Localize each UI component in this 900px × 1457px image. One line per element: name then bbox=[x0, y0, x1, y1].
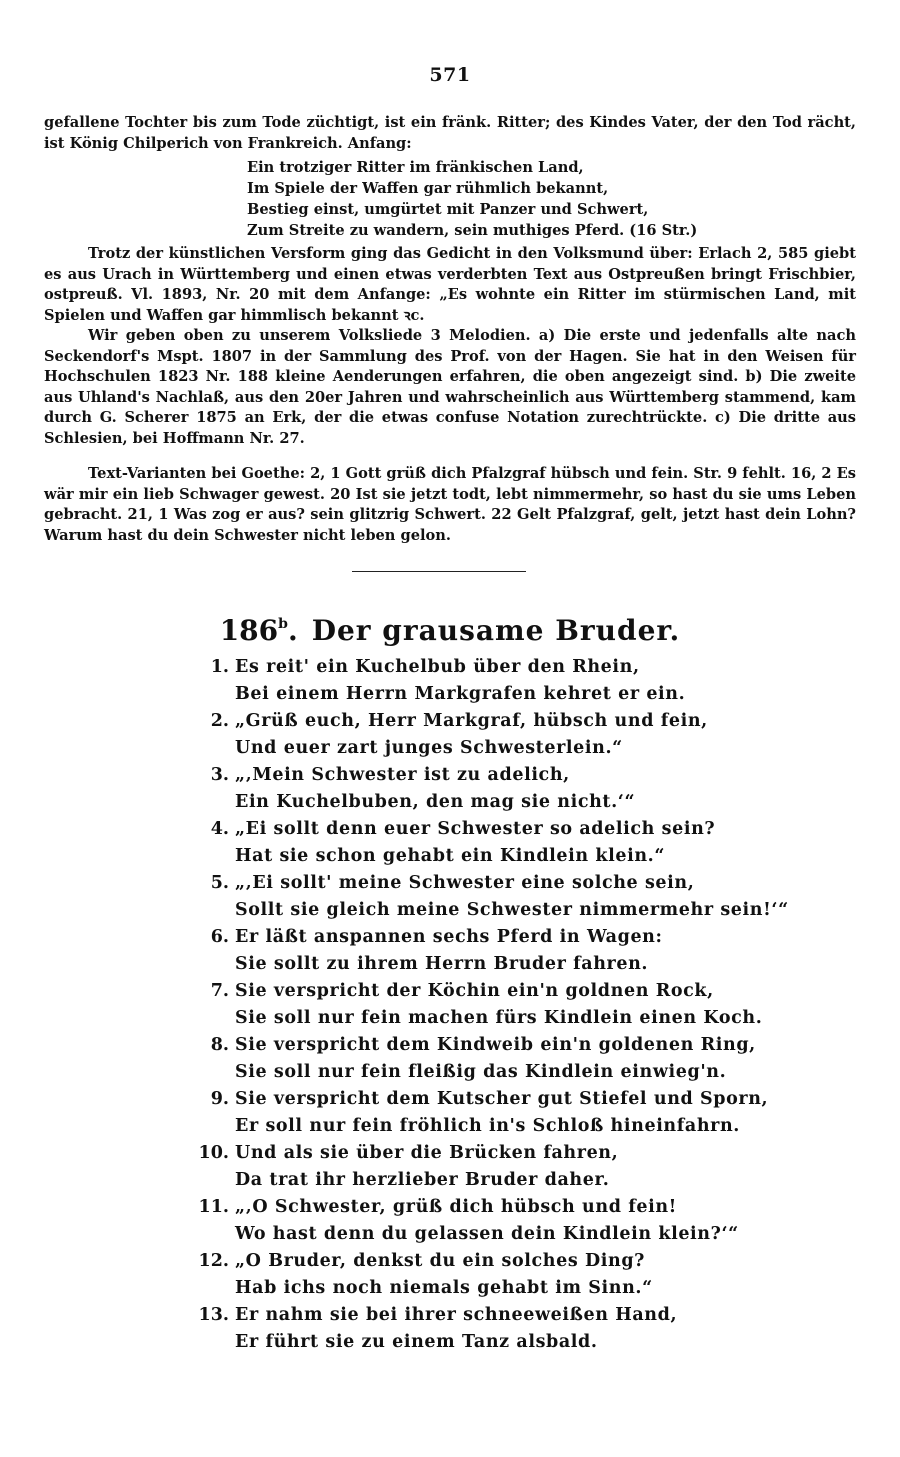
verse-line: Sie verspricht dem Kindweib ein'n goldenen Ring, bbox=[235, 1035, 756, 1055]
stanza bbox=[196, 1248, 796, 1302]
stanza-lines bbox=[235, 1032, 796, 1086]
verse-line: Und euer zart junges Schwesterlein.“ bbox=[235, 738, 623, 758]
stanza bbox=[196, 1140, 796, 1194]
stanza-lines bbox=[235, 870, 796, 924]
verse-line: Es reit' ein Kuchelbub über den Rhein, bbox=[235, 657, 640, 677]
stanza-number: 11. bbox=[198, 1197, 229, 1217]
stanza bbox=[196, 1032, 796, 1086]
verse-line: „‚Mein Schwester ist zu adelich, bbox=[235, 765, 570, 785]
stanza bbox=[196, 1194, 796, 1248]
stanza-number: 9. bbox=[210, 1089, 229, 1109]
verse-line: Sie verspricht der Köchin ein'n goldnen Rock, bbox=[235, 981, 714, 1001]
stanza bbox=[196, 654, 796, 708]
incipit-line: Zum Streite zu wandern, sein muthiges Pferd. (16 Str.) bbox=[247, 222, 698, 239]
song-number-value: 186 bbox=[219, 614, 279, 647]
section-divider bbox=[352, 571, 526, 572]
stanza bbox=[196, 924, 796, 978]
verse-line: „‚O Schwester, grüß dich hübsch und fein! bbox=[235, 1197, 677, 1217]
verse-line: „Grüß euch, Herr Markgraf, hübsch und fein, bbox=[235, 711, 708, 731]
verse-line: Sie sollt zu ihrem Herrn Bruder fahren. bbox=[235, 954, 649, 974]
stanza-lines bbox=[235, 1086, 796, 1140]
verse-line: Da trat ihr herzlieber Bruder daher. bbox=[235, 1170, 610, 1190]
verse-line: Er nahm sie bei ihrer schneeweißen Hand, bbox=[235, 1305, 678, 1325]
text-variants bbox=[44, 464, 856, 546]
stanza-number: 2. bbox=[210, 711, 229, 731]
song-heading bbox=[0, 614, 900, 647]
verse-line: Hab ichs noch niemals gehabt im Sinn.“ bbox=[235, 1278, 653, 1298]
verse-line: Er läßt anspannen sechs Pferd in Wagen: bbox=[235, 927, 663, 947]
verse-line: Sollt sie gleich meine Schwester nimmermehr sein!‘“ bbox=[235, 900, 789, 920]
stanza-number: 8. bbox=[210, 1035, 229, 1055]
verse-line: Sie soll nur fein fleißig das Kindlein einwieg'n. bbox=[235, 1062, 727, 1082]
stanza bbox=[196, 762, 796, 816]
stanza-number: 12. bbox=[198, 1251, 229, 1271]
stanza bbox=[196, 1086, 796, 1140]
stanza-lines bbox=[235, 1140, 796, 1194]
verse-line: Sie soll nur fein machen fürs Kindlein einen Koch. bbox=[235, 1008, 763, 1028]
verse-line: „O Bruder, denkst du ein solches Ding? bbox=[235, 1251, 646, 1271]
commentary-paragraph: Trotz der künstlichen Versform ging das Gedicht in den Volksmund über: Erlach 2, 585 giebt es aus Urach in Württemberg und einen etwas verderbten Text aus Ostpreußen bringt Frischbier, ostpreuß. Vl. 1893, Nr. 20 mit dem Anfange: „Es wohnte ein Ritter im stürmischen Land, mit Spielen und Waffen gar himmlisch bekannt ꝛc. bbox=[44, 245, 856, 324]
incipit-line: Im Spiele der Waffen gar rühmlich bekannt, bbox=[247, 180, 609, 197]
verse-line: „‚Ei sollt' meine Schwester eine solche sein, bbox=[235, 873, 695, 893]
stanza-lines bbox=[235, 816, 796, 870]
verse-line: Ein Kuchelbuben, den mag sie nicht.‘“ bbox=[235, 792, 636, 812]
verse-line: Wo hast denn du gelassen dein Kindlein klein?‘“ bbox=[235, 1224, 739, 1244]
stanza-lines bbox=[235, 762, 796, 816]
incipit-line: Ein trotziger Ritter im fränkischen Land, bbox=[247, 159, 584, 176]
song-number-suffix: b bbox=[278, 616, 288, 632]
stanza-lines bbox=[235, 1302, 796, 1356]
incipit-quote bbox=[247, 157, 697, 241]
commentary bbox=[44, 244, 856, 449]
song-number: 186$^b$. bbox=[219, 614, 298, 647]
stanza-lines bbox=[235, 708, 796, 762]
stanza bbox=[196, 816, 796, 870]
verse-line: Er führt sie zu einem Tanz alsbald. bbox=[235, 1332, 598, 1352]
page-number: 571 bbox=[429, 64, 471, 86]
intro-paragraph bbox=[44, 113, 856, 154]
stanza-number: 13. bbox=[198, 1305, 229, 1325]
verse-line: Und als sie über die Brücken fahren, bbox=[235, 1143, 619, 1163]
stanza-number: 6. bbox=[210, 927, 229, 947]
stanza-lines bbox=[235, 1248, 796, 1302]
verse-line: Hat sie schon gehabt ein Kindlein klein.“ bbox=[235, 846, 666, 866]
stanza-lines bbox=[235, 654, 796, 708]
stanza-number: 7. bbox=[210, 981, 229, 1001]
stanza bbox=[196, 1302, 796, 1356]
stanza bbox=[196, 978, 796, 1032]
stanza-lines bbox=[235, 1194, 796, 1248]
verse-line: Er soll nur fein fröhlich in's Schloß hineinfahrn. bbox=[235, 1116, 740, 1136]
intro-text: gefallene Tochter bis zum Tode züchtigt, ist ein fränk. Ritter; des Kindes Vater, der den Tod rächt, ist König Chilperich von Frankreich. Anfang: bbox=[44, 114, 856, 152]
stanza-number: 4. bbox=[210, 819, 229, 839]
stanza-list bbox=[196, 654, 796, 1356]
stanza bbox=[196, 870, 796, 924]
text-variants-paragraph: Text-Varianten bei Goethe: 2, 1 Gott grüß dich Pfalzgraf hübsch und fein. Str. 9 fehlt. 16, 2 Es wär mir ein lieb Schwager gewest. 20 Ist sie jetzt todt, lebt nimmermehr, so hast du sie ums Leben gebracht. 21, 1 Was zog er aus? sein glitzrig Schwert. 22 Gelt Pfalzgraf, gelt, jetzt hast dein Lohn? Warum hast du dein Schwester nicht leben gelon. bbox=[44, 465, 856, 544]
stanza-number: 10. bbox=[198, 1143, 229, 1163]
stanza-lines bbox=[235, 978, 796, 1032]
incipit-line: Bestieg einst, umgürtet mit Panzer und Schwert, bbox=[247, 201, 649, 218]
verse-line: „Ei sollt denn euer Schwester so adelich sein? bbox=[235, 819, 716, 839]
stanza bbox=[196, 708, 796, 762]
verse-line: Bei einem Herrn Markgrafen kehret er ein. bbox=[235, 684, 686, 704]
stanza-number: 3. bbox=[210, 765, 229, 785]
stanza-number: 1. bbox=[210, 657, 229, 677]
verse-line: Sie verspricht dem Kutscher gut Stiefel und Sporn, bbox=[235, 1089, 769, 1109]
song-title: Der grausame Bruder. bbox=[311, 614, 681, 647]
commentary-paragraph: Wir geben oben zu unserem Volksliede 3 Melodien. a) Die erste und jedenfalls alte nach Seckendorf's Mspt. 1807 in der Sammlung des Prof. von der Hagen. Sie hat in den Weisen für Hochschulen 1823 Nr. 188 kleine Aenderungen erfahren, die oben angezeigt sind. b) Die zweite aus Uhland's Nachlaß, aus den 20er Jahren und wahrscheinlich aus Württemberg stammend, kam durch G. Scherer 1875 an Erk, der die etwas confuse Notation zurechtrückte. c) Die dritte aus Schlesien, bei Hoffmann Nr. 27. bbox=[44, 327, 856, 447]
stanza-number: 5. bbox=[210, 873, 229, 893]
stanza-lines bbox=[235, 924, 796, 978]
